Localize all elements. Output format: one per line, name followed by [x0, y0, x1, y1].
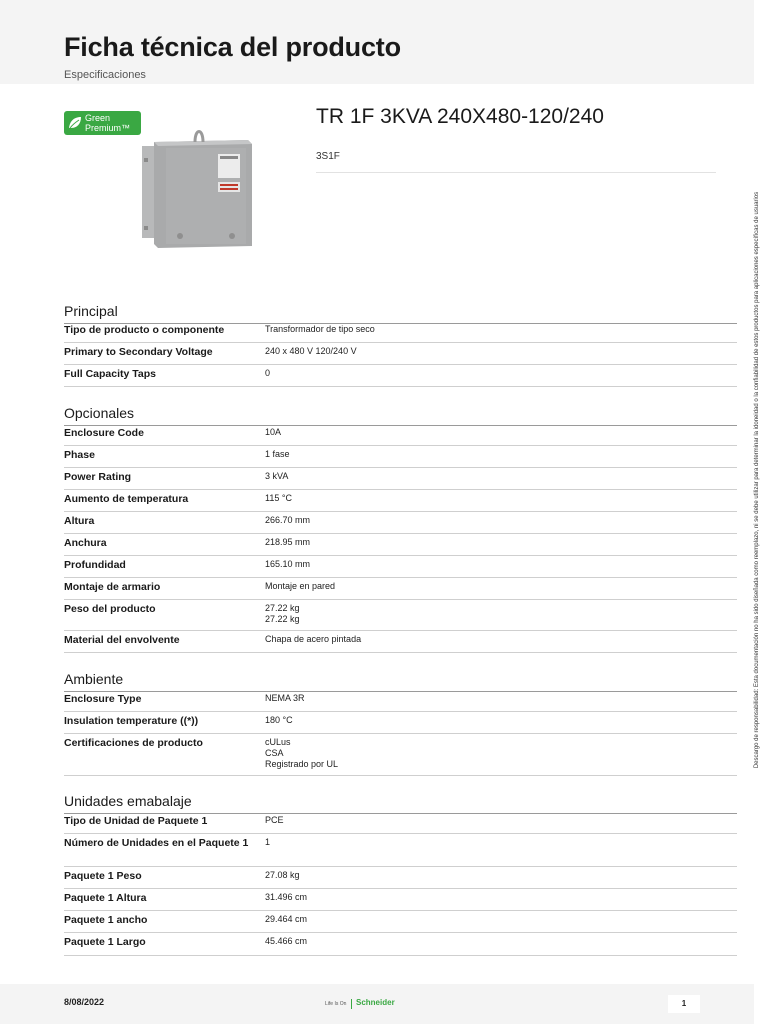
row-value-line: 1 fase [265, 449, 290, 459]
row-label: Paquete 1 ancho [64, 914, 148, 926]
row-value-line: 218.95 mm [265, 537, 311, 547]
row-value [265, 537, 310, 548]
row-label: Insulation temperature ((*)) [64, 715, 199, 727]
row-value [265, 815, 284, 826]
page-subtitle: Especificaciones [64, 69, 146, 81]
section-title-unidades: Unidades emabalaje [64, 793, 192, 809]
row-label: Montaje de armario [64, 581, 161, 593]
badge-line1: Green [85, 113, 111, 123]
row-label: Enclosure Type [64, 693, 142, 705]
row-divider [64, 955, 737, 956]
row-value [265, 368, 270, 379]
row-divider [64, 533, 737, 534]
row-divider [64, 364, 737, 365]
row-divider [64, 833, 737, 834]
green-premium-badge[interactable] [64, 111, 141, 135]
row-label: Tipo de Unidad de Paquete 1 [64, 815, 208, 827]
row-label: Phase [64, 449, 95, 461]
row-label: Paquete 1 Peso [64, 870, 142, 882]
row-value [265, 324, 375, 335]
row-divider [64, 932, 737, 933]
row-divider [64, 445, 737, 446]
leaf-icon [67, 115, 83, 131]
row-value [265, 471, 288, 482]
row-label: Full Capacity Taps [64, 368, 156, 380]
disclaimer [752, 180, 762, 780]
row-divider [64, 910, 737, 911]
row-value [265, 870, 300, 881]
row-label: Número de Unidades en el Paquete 1 [64, 837, 249, 849]
footer-date: 8/08/2022 [64, 997, 105, 1007]
page-footer [0, 984, 754, 1024]
row-divider [64, 467, 737, 468]
row-value [265, 559, 310, 570]
row-value [265, 892, 307, 903]
row-label: Primary to Secondary Voltage [64, 346, 213, 358]
divider [316, 172, 716, 173]
row-divider [64, 386, 737, 387]
logo-brand: Schneider [356, 998, 395, 1007]
row-label: Aumento de temperatura [64, 493, 189, 505]
row-value [265, 914, 307, 925]
row-label: Peso del producto [64, 603, 156, 615]
row-label: Tipo de producto o componente [64, 324, 225, 336]
row-label: Anchura [64, 537, 107, 549]
row-value-line: Registrado por UL [265, 759, 339, 769]
row-divider [64, 342, 737, 343]
row-value-line: CSA [265, 748, 284, 758]
row-value-line: 29.464 cm [265, 914, 308, 924]
row-divider [64, 630, 737, 631]
row-value [265, 715, 293, 726]
row-value [265, 837, 270, 848]
row-value-line: 10A [265, 427, 282, 437]
row-value-line: 27.22 kg [265, 614, 300, 624]
logo-tagline: Life Is On [325, 1001, 347, 1007]
row-value-line: 31.496 cm [265, 892, 308, 902]
row-value-line: cULus [265, 737, 291, 747]
section-title-opcionales: Opcionales [64, 405, 135, 421]
row-value-line: 1 [265, 837, 271, 847]
row-value-line: NEMA 3R [265, 693, 305, 703]
row-divider [64, 489, 737, 490]
page-title: Ficha técnica del producto [64, 32, 401, 62]
row-divider [64, 733, 737, 734]
row-value [265, 427, 281, 438]
row-label: Power Rating [64, 471, 132, 483]
row-divider [64, 866, 737, 867]
row-label: Material del envolvente [64, 634, 180, 646]
row-divider [64, 511, 737, 512]
row-value [265, 936, 307, 947]
row-value-line: 266.70 mm [265, 515, 311, 525]
row-value-line: 45.466 cm [265, 936, 308, 946]
row-value-line: 27.08 kg [265, 870, 300, 880]
page-number: 1 [668, 995, 700, 1013]
row-divider [64, 775, 737, 776]
row-value-line: PCE [265, 815, 284, 825]
row-divider [64, 555, 737, 556]
row-value [265, 449, 290, 460]
badge-line2: Premium™ [85, 123, 131, 133]
row-value-line: 27.22 kg [265, 603, 300, 613]
row-divider [64, 577, 737, 578]
row-label: Paquete 1 Largo [64, 936, 146, 948]
badge-text [85, 113, 130, 133]
row-label: Paquete 1 Altura [64, 892, 147, 904]
row-value [265, 493, 292, 504]
transformer-image [140, 124, 258, 254]
row-divider [64, 652, 737, 653]
row-label: Altura [64, 515, 95, 527]
row-value-line: Chapa de acero pintada [265, 634, 362, 644]
logo-divider [351, 999, 352, 1009]
section-title-principal: Principal [64, 303, 118, 319]
row-value-line: 165.10 mm [265, 559, 311, 569]
row-value-line: Montaje en pared [265, 581, 336, 591]
row-value [265, 346, 357, 357]
row-value-line: 240 x 480 V 120/240 V [265, 346, 357, 356]
row-divider [64, 599, 737, 600]
disclaimer-text: Descargo de responsabilidad: Esta documentación no ha sido diseñada como reemplazo, ni se debe utilizar para determinar la idoneidad o la confiabilidad de estos productos para aplicaciones específicas de usuarios [754, 191, 760, 769]
row-value-line: 115 °C [265, 493, 292, 503]
row-value [265, 515, 310, 526]
row-value-line: Transformador de tipo seco [265, 324, 375, 334]
page-header [0, 0, 754, 84]
product-name: TR 1F 3KVA 240X480-120/240 [316, 105, 604, 128]
row-value [265, 581, 335, 592]
row-value [265, 693, 305, 704]
row-divider [64, 711, 737, 712]
row-label: Profundidad [64, 559, 126, 571]
row-value-line: 0 [265, 368, 271, 378]
row-divider [64, 888, 737, 889]
row-value [265, 737, 338, 770]
row-label: Enclosure Code [64, 427, 144, 439]
row-value-line: 180 °C [265, 715, 293, 725]
row-value [265, 603, 300, 625]
product-reference: 3S1F [316, 151, 340, 162]
row-value [265, 634, 361, 645]
row-value-line: 3 kVA [265, 471, 289, 481]
section-title-ambiente: Ambiente [64, 671, 124, 687]
row-label: Certificaciones de producto [64, 737, 203, 749]
schneider-logo [325, 998, 415, 1012]
